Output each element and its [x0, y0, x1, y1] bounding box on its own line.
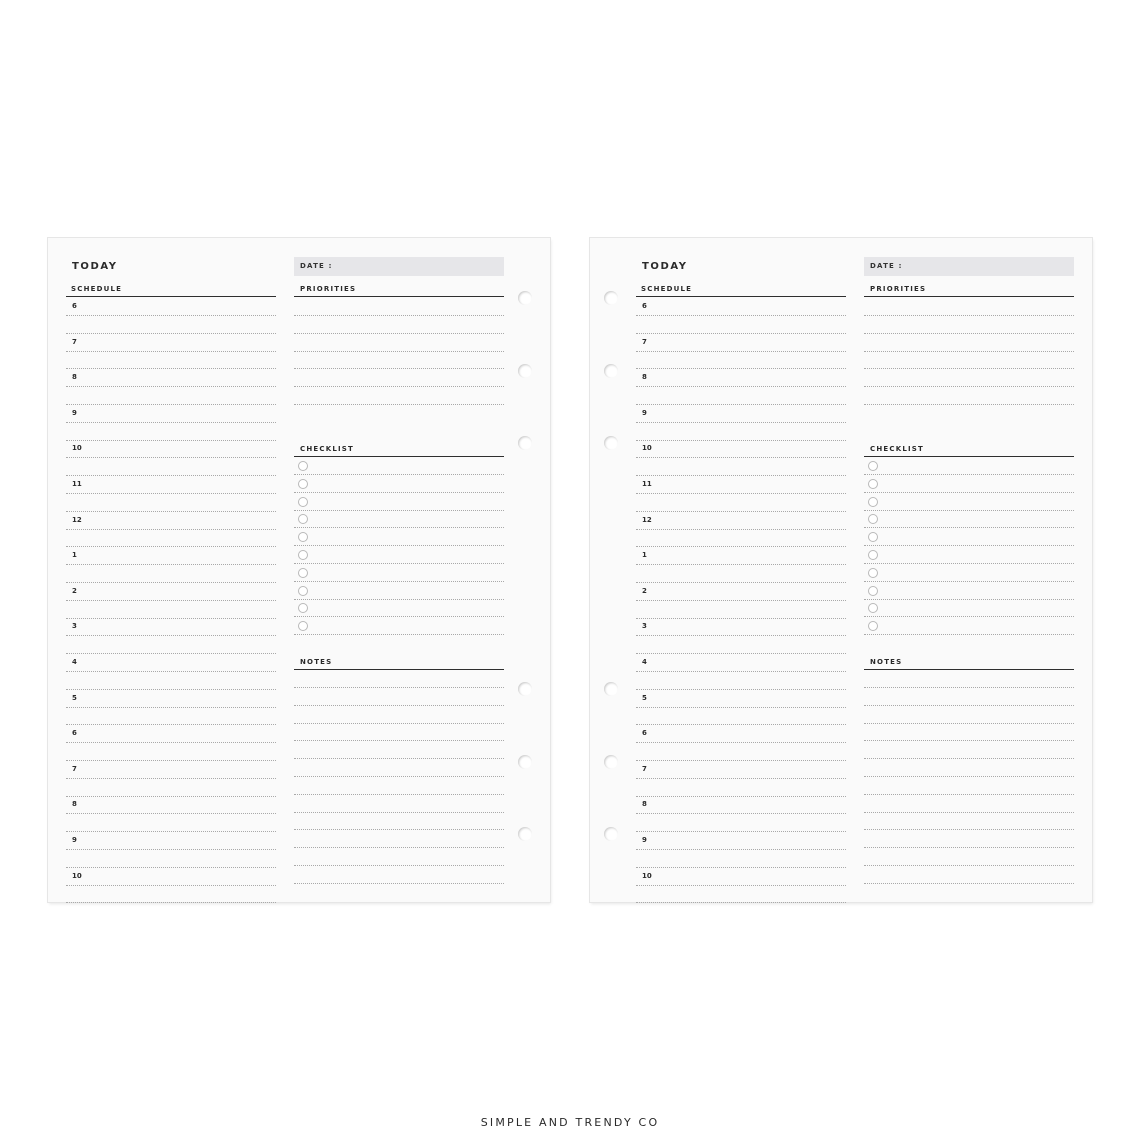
hour-label: 9 [72, 836, 77, 844]
schedule-line[interactable] [636, 511, 846, 512]
schedule-line[interactable] [66, 422, 276, 423]
notes-line[interactable] [864, 829, 1074, 830]
schedule-line[interactable] [636, 849, 846, 850]
schedule-line[interactable] [66, 457, 276, 458]
priority-line[interactable] [864, 368, 1074, 369]
checkbox-circle[interactable] [868, 514, 878, 524]
schedule-line[interactable] [66, 333, 276, 334]
checkbox-circle[interactable] [298, 603, 308, 613]
punch-hole [518, 755, 532, 769]
punch-hole [518, 827, 532, 841]
schedule-line[interactable] [636, 778, 846, 779]
checklist-rule [294, 456, 504, 457]
schedule-line[interactable] [66, 546, 276, 547]
checkbox-circle[interactable] [868, 603, 878, 613]
punch-hole [604, 291, 618, 305]
hour-label: 6 [642, 302, 647, 310]
schedule-line[interactable] [66, 440, 276, 441]
page-title: TODAY [72, 261, 118, 272]
notes-line[interactable] [864, 883, 1074, 884]
schedule-line[interactable] [636, 475, 846, 476]
punch-hole [604, 755, 618, 769]
schedule-line[interactable] [66, 351, 276, 352]
priority-line[interactable] [294, 404, 504, 405]
priority-line[interactable] [294, 333, 504, 334]
notes-line[interactable] [294, 758, 504, 759]
hour-label: 7 [642, 337, 647, 346]
schedule-line[interactable] [66, 831, 276, 832]
schedule-line[interactable] [636, 333, 846, 334]
checklist-line[interactable] [864, 545, 1074, 546]
schedule-line[interactable] [66, 529, 276, 530]
hour-label: 11 [72, 480, 82, 488]
date-label: DATE : [870, 262, 903, 270]
checkbox-circle[interactable] [298, 532, 308, 542]
schedule-line[interactable] [636, 600, 846, 601]
notes-line[interactable] [294, 705, 504, 706]
schedule-line[interactable] [636, 618, 846, 619]
checklist-heading: CHECKLIST [870, 445, 925, 453]
hour-label: 4 [642, 658, 647, 666]
schedule-line[interactable] [66, 635, 276, 636]
schedule-line[interactable] [636, 742, 846, 743]
schedule-line[interactable] [636, 689, 846, 690]
checklist-line[interactable] [864, 581, 1074, 582]
notes-line[interactable] [294, 687, 504, 688]
punch-hole [518, 291, 532, 305]
punch-hole [604, 827, 618, 841]
hour-label: 7 [642, 764, 647, 773]
schedule-line[interactable] [636, 796, 846, 797]
notes-line[interactable] [294, 794, 504, 795]
checklist-line[interactable] [294, 581, 504, 582]
date-field[interactable] [864, 257, 1074, 276]
checklist-line[interactable] [294, 634, 504, 635]
notes-line[interactable] [294, 723, 504, 724]
checkbox-circle[interactable] [298, 479, 308, 489]
schedule-line[interactable] [66, 742, 276, 743]
checklist-heading: CHECKLIST [300, 445, 355, 453]
schedule-line[interactable] [66, 315, 276, 316]
priority-line[interactable] [294, 315, 504, 316]
checklist-line[interactable] [864, 510, 1074, 511]
checkbox-circle[interactable] [868, 586, 878, 596]
schedule-line[interactable] [636, 564, 846, 565]
schedule-line[interactable] [636, 404, 846, 405]
hour-label: 8 [72, 800, 77, 809]
priorities-heading: PRIORITIES [870, 285, 927, 293]
notes-line[interactable] [294, 865, 504, 866]
notes-line[interactable] [864, 794, 1074, 795]
checkbox-circle[interactable] [868, 479, 878, 489]
punch-hole [518, 364, 532, 378]
priority-line[interactable] [864, 315, 1074, 316]
schedule-line[interactable] [636, 760, 846, 761]
checklist-line[interactable] [294, 492, 504, 493]
checkbox-circle[interactable] [298, 514, 308, 524]
hour-label: 5 [72, 693, 77, 702]
notes-line[interactable] [864, 758, 1074, 759]
checkbox-circle[interactable] [868, 621, 878, 631]
punch-hole [518, 436, 532, 450]
notes-heading: NOTES [300, 658, 333, 666]
hour-label: 1 [642, 551, 647, 560]
schedule-line[interactable] [66, 724, 276, 725]
schedule-rule [636, 296, 846, 297]
notes-line[interactable] [294, 883, 504, 884]
checkbox-circle[interactable] [298, 550, 308, 560]
hour-label: 10 [642, 444, 652, 453]
schedule-line[interactable] [66, 386, 276, 387]
hour-label: 12 [72, 515, 82, 524]
checklist-line[interactable] [294, 599, 504, 600]
hour-label: 10 [72, 444, 82, 453]
priorities-rule [864, 296, 1074, 297]
hour-label: 4 [72, 658, 77, 666]
schedule-heading: SCHEDULE [641, 285, 693, 293]
hour-label: 3 [642, 622, 647, 631]
schedule-line[interactable] [66, 618, 276, 619]
priority-line[interactable] [864, 386, 1074, 387]
hour-label: 12 [642, 515, 652, 524]
schedule-line[interactable] [636, 440, 846, 441]
schedule-line[interactable] [636, 493, 846, 494]
checklist-line[interactable] [294, 563, 504, 564]
notes-line[interactable] [294, 829, 504, 830]
schedule-line[interactable] [66, 564, 276, 565]
notes-line[interactable] [864, 847, 1074, 848]
schedule-line[interactable] [66, 885, 276, 886]
schedule-line[interactable] [636, 368, 846, 369]
planner-page-left [48, 238, 550, 902]
hour-label: 5 [642, 693, 647, 702]
checklist-line[interactable] [864, 616, 1074, 617]
notes-heading: NOTES [870, 658, 903, 666]
priority-line[interactable] [294, 386, 504, 387]
schedule-line[interactable] [636, 831, 846, 832]
schedule-heading: SCHEDULE [71, 285, 123, 293]
schedule-line[interactable] [66, 368, 276, 369]
notes-line[interactable] [294, 776, 504, 777]
schedule-line[interactable] [66, 849, 276, 850]
checkbox-circle[interactable] [868, 461, 878, 471]
schedule-line[interactable] [66, 475, 276, 476]
checkbox-circle[interactable] [298, 586, 308, 596]
punch-hole [604, 682, 618, 696]
hour-label: 10 [642, 871, 652, 880]
checkbox-circle[interactable] [868, 532, 878, 542]
notes-line[interactable] [294, 812, 504, 813]
hour-label: 6 [642, 729, 647, 738]
checklist-rule [864, 456, 1074, 457]
schedule-line[interactable] [636, 315, 846, 316]
punch-hole [604, 436, 618, 450]
schedule-line[interactable] [636, 653, 846, 654]
schedule-line[interactable] [636, 386, 846, 387]
checklist-line[interactable] [864, 474, 1074, 475]
date-field[interactable] [294, 257, 504, 276]
schedule-line[interactable] [636, 724, 846, 725]
schedule-line[interactable] [636, 351, 846, 352]
schedule-line[interactable] [636, 885, 846, 886]
schedule-line[interactable] [66, 867, 276, 868]
hour-label: 11 [642, 480, 652, 488]
schedule-line[interactable] [66, 600, 276, 601]
schedule-line[interactable] [636, 867, 846, 868]
notes-rule [864, 669, 1074, 670]
schedule-line[interactable] [636, 457, 846, 458]
checkbox-circle[interactable] [868, 568, 878, 578]
checkbox-circle[interactable] [298, 461, 308, 471]
schedule-line[interactable] [66, 404, 276, 405]
notes-line[interactable] [864, 812, 1074, 813]
schedule-line[interactable] [636, 707, 846, 708]
schedule-line[interactable] [66, 902, 276, 903]
punch-hole [518, 682, 532, 696]
hour-label: 3 [72, 622, 77, 631]
schedule-line[interactable] [66, 582, 276, 583]
priority-line[interactable] [864, 351, 1074, 352]
checklist-line[interactable] [294, 527, 504, 528]
checklist-line[interactable] [864, 492, 1074, 493]
priorities-heading: PRIORITIES [300, 285, 357, 293]
schedule-line[interactable] [636, 546, 846, 547]
brand-footer: SIMPLE AND TRENDY CO [480, 1116, 660, 1129]
schedule-line[interactable] [66, 689, 276, 690]
checklist-line[interactable] [294, 616, 504, 617]
schedule-line[interactable] [66, 707, 276, 708]
checklist-line[interactable] [864, 563, 1074, 564]
priority-line[interactable] [294, 351, 504, 352]
schedule-line[interactable] [636, 671, 846, 672]
checklist-line[interactable] [864, 527, 1074, 528]
notes-line[interactable] [864, 723, 1074, 724]
hour-label: 1 [72, 551, 77, 560]
checklist-line[interactable] [294, 474, 504, 475]
schedule-line[interactable] [66, 511, 276, 512]
hour-label: 9 [642, 408, 647, 417]
schedule-line[interactable] [66, 493, 276, 494]
checklist-line[interactable] [294, 510, 504, 511]
hour-label: 8 [642, 373, 647, 382]
schedule-line[interactable] [636, 422, 846, 423]
schedule-line[interactable] [66, 796, 276, 797]
notes-line[interactable] [864, 776, 1074, 777]
checkbox-circle[interactable] [298, 621, 308, 631]
checkbox-circle[interactable] [868, 497, 878, 507]
notes-line[interactable] [864, 740, 1074, 741]
schedule-line[interactable] [636, 635, 846, 636]
notes-rule [294, 669, 504, 670]
schedule-line[interactable] [636, 902, 846, 903]
hour-label: 7 [72, 337, 77, 346]
hour-label: 9 [642, 836, 647, 844]
schedule-line[interactable] [66, 671, 276, 672]
notes-line[interactable] [294, 847, 504, 848]
checkbox-circle[interactable] [298, 497, 308, 507]
hour-label: 2 [72, 586, 77, 595]
schedule-line[interactable] [636, 582, 846, 583]
schedule-line[interactable] [66, 778, 276, 779]
hour-label: 6 [72, 729, 77, 738]
hour-label: 7 [72, 764, 77, 773]
date-label: DATE : [300, 262, 333, 270]
checklist-line[interactable] [864, 599, 1074, 600]
schedule-line[interactable] [636, 813, 846, 814]
schedule-line[interactable] [636, 529, 846, 530]
notes-line[interactable] [864, 687, 1074, 688]
schedule-rule [66, 296, 276, 297]
priority-line[interactable] [864, 333, 1074, 334]
schedule-line[interactable] [66, 760, 276, 761]
hour-label: 2 [642, 586, 647, 595]
checklist-line[interactable] [864, 634, 1074, 635]
hour-label: 9 [72, 408, 77, 417]
hour-label: 8 [642, 800, 647, 809]
hour-label: 10 [72, 871, 82, 880]
notes-line[interactable] [864, 865, 1074, 866]
page-title: TODAY [642, 261, 688, 272]
priority-line[interactable] [864, 404, 1074, 405]
checklist-line[interactable] [294, 545, 504, 546]
hour-label: 6 [72, 302, 77, 310]
checkbox-circle[interactable] [298, 568, 308, 578]
priorities-rule [294, 296, 504, 297]
checkbox-circle[interactable] [868, 550, 878, 560]
priority-line[interactable] [294, 368, 504, 369]
hour-label: 8 [72, 373, 77, 382]
schedule-line[interactable] [66, 653, 276, 654]
planner-page-right [590, 238, 1092, 902]
notes-line[interactable] [864, 705, 1074, 706]
schedule-line[interactable] [66, 813, 276, 814]
notes-line[interactable] [294, 740, 504, 741]
punch-hole [604, 364, 618, 378]
